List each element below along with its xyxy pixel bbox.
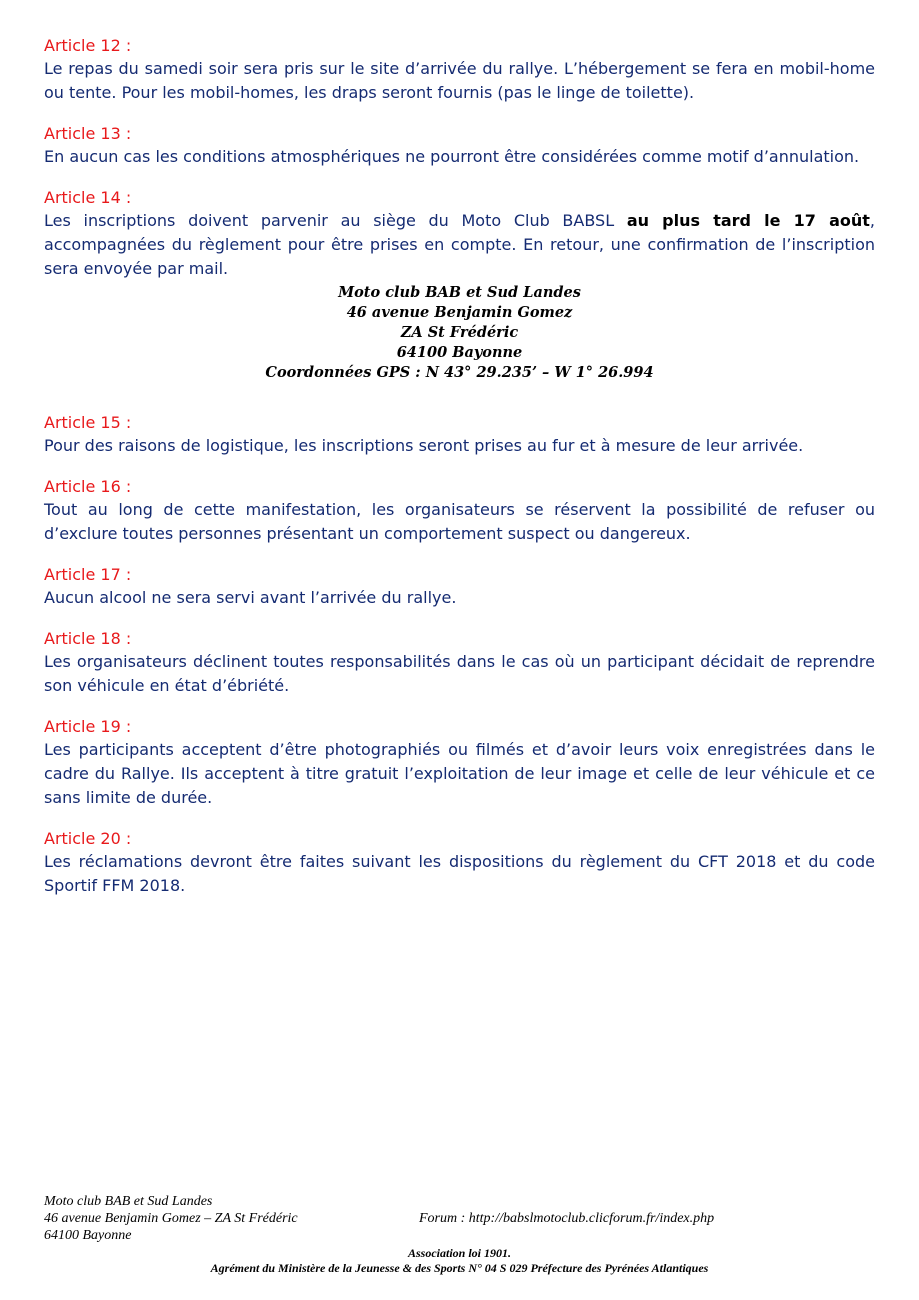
article-title: Article 13 : (44, 124, 132, 143)
footer-association: Association loi 1901. (407, 1246, 511, 1260)
article-title: Article 19 : (44, 717, 132, 736)
footer-street: 46 avenue Benjamin Gomez – ZA St Frédéric (44, 1211, 298, 1226)
footer-agrement: Agrément du Ministère de la Jeunesse & des Sports N° 04 S 029 Préfecture des Pyrénées Atlantiques (210, 1261, 709, 1275)
article-18 (44, 627, 875, 698)
article-title: Article 20 : (44, 829, 132, 848)
footer-forum: Forum : http://babslmotoclub.clicforum.fr/index.php (419, 1211, 715, 1226)
article-text (44, 209, 875, 281)
club-address-block (44, 283, 875, 383)
article-12 (44, 34, 875, 105)
article-text: Les réclamations devront être faites suivant les dispositions du règlement du CFT 2018 et du code Sportif FFM 2018. (44, 852, 875, 895)
article-text: Les organisateurs déclinent toutes responsabilités dans le cas où un participant décidait de reprendre son véhicule en état d’ébriété. (44, 652, 875, 695)
article-text: Pour des raisons de logistique, les inscriptions seront prises au fur et à mesure de leur arrivée. (44, 436, 804, 455)
footer-legal (0, 1246, 919, 1276)
club-name: Moto club BAB et Sud Landes (338, 284, 581, 301)
club-city: 64100 Bayonne (396, 344, 523, 361)
article-16 (44, 475, 875, 546)
article-title: Article 18 : (44, 629, 132, 648)
article-title: Article 12 : (44, 36, 132, 55)
article-text: Aucun alcool ne sera servi avant l’arrivée du rallye. (44, 588, 457, 607)
article-text: Les participants acceptent d’être photographiés ou filmés et d’avoir leurs voix enregistrées dans le cadre du Rallye. Ils acceptent à titre gratuit l’exploitation de leur image et celle de leur véhicule et ce sans limite de durée. (44, 740, 875, 807)
footer-city: 64100 Bayonne (44, 1228, 132, 1243)
article-title: Article 14 : (44, 188, 132, 207)
article-15 (44, 411, 875, 458)
article-title: Article 17 : (44, 565, 132, 584)
article-text-start: Les inscriptions doivent parvenir au siège du Moto Club BABSL (44, 211, 627, 230)
footer-club-name: Moto club BAB et Sud Landes (44, 1194, 213, 1209)
article-text: Le repas du samedi soir sera pris sur le site d’arrivée du rallye. L’hébergement se fera en mobil-home ou tente. Pour les mobil-homes, les draps seront fournis (pas le linge de toilette). (44, 59, 875, 102)
article-text-end: , accompagnées du règlement pour être prises en compte. En retour, une confirmation de l’inscription sera envoyée par mail. (44, 211, 876, 278)
article-20 (44, 827, 875, 898)
deadline-highlight: au plus tard le 17 août (626, 211, 870, 230)
article-19 (44, 715, 875, 810)
article-13 (44, 122, 875, 169)
article-17 (44, 563, 875, 610)
club-zone: ZA St Frédéric (400, 324, 519, 341)
article-text: En aucun cas les conditions atmosphériques ne pourront être considérées comme motif d’annulation. (44, 147, 860, 166)
club-street: 46 avenue Benjamin Gomez (346, 304, 573, 321)
article-title: Article 15 : (44, 413, 132, 432)
footer-address (44, 1193, 298, 1244)
article-title: Article 16 : (44, 477, 132, 496)
article-text: Tout au long de cette manifestation, les organisateurs se réservent la possibilité de refuser ou d’exclure toutes personnes présentant un comportement suspect ou dangereux. (44, 500, 875, 543)
article-14 (44, 186, 875, 281)
club-gps: Coordonnées GPS : N 43° 29.235’ – W 1° 26.994 (265, 364, 654, 381)
document-body (44, 34, 875, 915)
